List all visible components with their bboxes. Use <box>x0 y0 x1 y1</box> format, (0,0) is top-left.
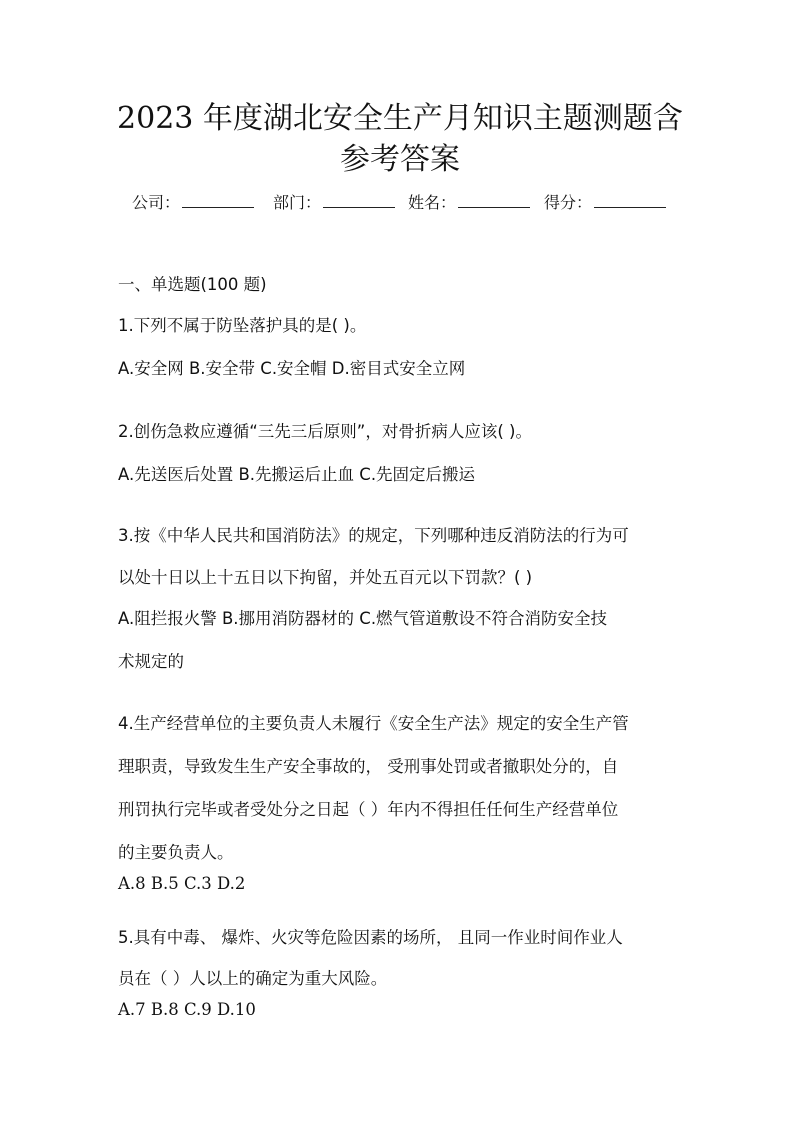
question-4-options: A.8 B.5 C.3 D.2 <box>118 874 246 893</box>
score-blank[interactable] <box>594 191 666 208</box>
question-4-stem-line-2: 理职责，导致发生生产安全事故的， 受刑事处罚或者撤职处分的，自 <box>118 757 619 776</box>
name-label: 姓名： <box>408 193 457 212</box>
question-4-stem-line-4: 的主要负责人。 <box>118 843 234 862</box>
question-1-options: A.安全网 B.安全带 C.安全帽 D.密目式安全立网 <box>118 359 466 378</box>
question-2-options: A.先送医后处置 B.先搬运后止血 C.先固定后搬运 <box>118 465 476 484</box>
question-4-stem-line-1: 4.生产经营单位的主要负责人未履行《安全生产法》规定的安全生产管 <box>118 714 629 733</box>
question-5-options: A.7 B.8 C.9 D.10 <box>118 1000 256 1019</box>
company-label: 公司： <box>132 193 181 212</box>
section-heading: 一、单选题(100 题) <box>118 275 267 294</box>
question-5-stem-line-2: 员在（ ）人以上的确定为重大风险。 <box>118 969 388 988</box>
name-field <box>408 191 530 215</box>
department-label: 部门： <box>273 193 322 212</box>
company-blank[interactable] <box>182 191 254 208</box>
respondent-info-row <box>132 191 692 215</box>
score-label: 得分： <box>544 193 593 212</box>
question-2-stem: 2.创伤急救应遵循“三先三后原则”，对骨折病人应该( )。 <box>118 422 532 441</box>
company-field <box>132 191 254 215</box>
question-4-stem-line-3: 刑罚执行完毕或者受处分之日起（ ）年内不得担任任何生产经营单位 <box>118 800 619 819</box>
department-blank[interactable] <box>323 191 395 208</box>
question-1-stem: 1.下列不属于防坠落护具的是( )。 <box>118 316 367 335</box>
document-title-line-2: 参考答案 <box>340 142 460 177</box>
question-3-options-line-1: A.阻拦报火警 B.挪用消防器材的 C.燃气管道敷设不符合消防安全技 <box>118 609 608 628</box>
question-3-stem-line-2: 以处十日以上十五日以下拘留，并处五百元以下罚款？( ) <box>118 568 533 587</box>
question-5-stem-line-1: 5.具有中毒、 爆炸、火灾等危险因素的场所， 且同一作业时间作业人 <box>118 928 623 947</box>
question-3-options-line-2: 术规定的 <box>118 652 184 671</box>
name-blank[interactable] <box>458 191 530 208</box>
score-field <box>544 191 666 215</box>
question-3-stem-line-1: 3.按《中华人民共和国消防法》的规定，下列哪种违反消防法的行为可 <box>118 526 629 545</box>
document-title-line-1: 2023 年度湖北安全生产月知识主题测题含 <box>117 101 683 136</box>
department-field <box>273 191 395 215</box>
